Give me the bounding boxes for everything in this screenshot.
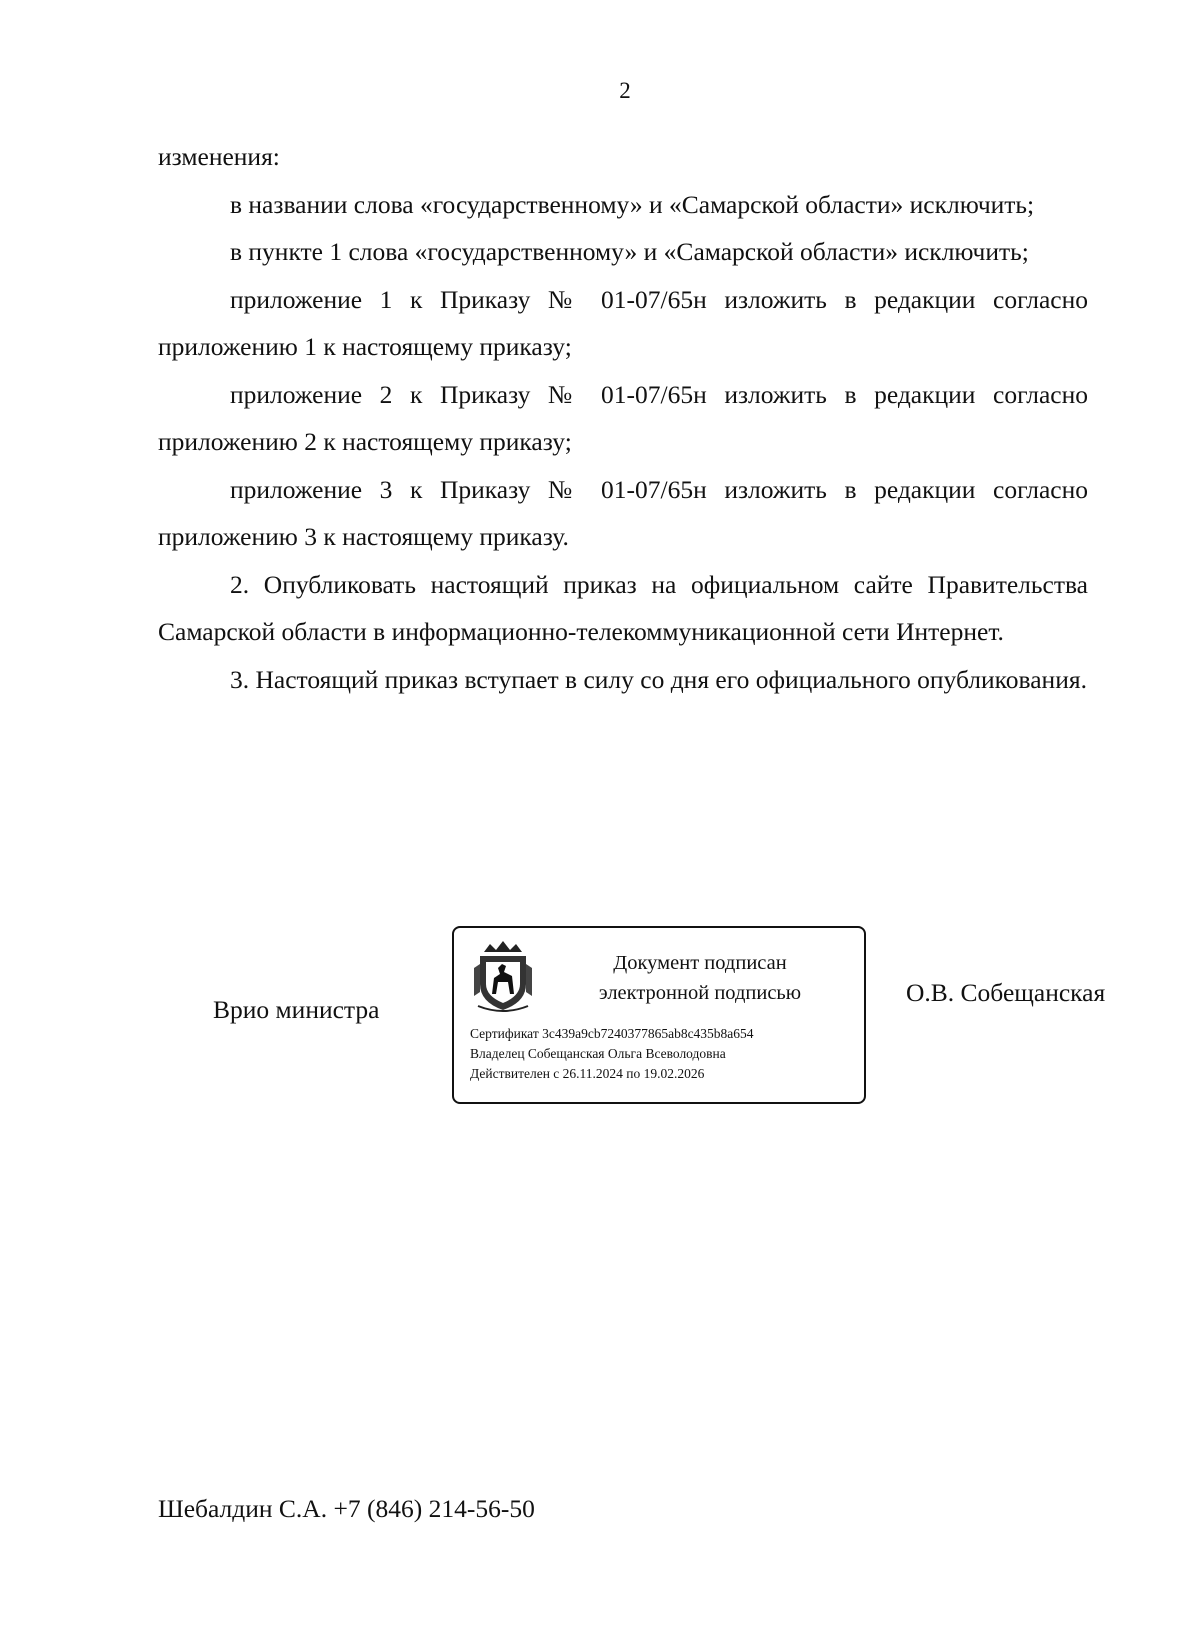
paragraph-appendix1: приложение 1 к Приказу № 01-07/65н изложить в редакции согласно приложению 1 к настоящему приказу; [158, 284, 1088, 361]
stamp-heading [550, 948, 850, 1008]
paragraph-appendix3: приложение 3 к Приказу № 01-07/65н изложить в редакции согласно приложению 3 к настоящему приказу. [158, 474, 1088, 551]
stamp-heading-line2: электронной подписью [598, 982, 802, 1004]
document-body [158, 133, 1088, 703]
paragraph-publish: 2. Опубликовать настоящий приказ на официальном сайте Правительства Самарской области в информационно-телекоммуникационной сети Интернет. [158, 569, 1088, 646]
stamp-validity: Действителен с 26.11.2024 по 19.02.2026 [470, 1066, 705, 1081]
paragraph-point1-change: в пункте 1 слова «государственному» и «Самарской области» исключить; [230, 237, 1029, 266]
executor-contact: Шебалдин С.А. +7 (846) 214-56-50 [158, 1494, 535, 1523]
stamp-details [470, 1024, 754, 1084]
paragraph-changes-intro: изменения: [158, 142, 280, 171]
signatory-position: Врио министра [213, 995, 380, 1024]
stamp-heading-line1: Документ подписан [613, 952, 787, 974]
paragraph-effective: 3. Настоящий приказ вступает в силу со дня его официального опубликования. [230, 664, 1087, 694]
signatory-name: О.В. Собещанская [906, 978, 1106, 1007]
paragraph-appendix2: приложение 2 к Приказу № 01-07/65н изложить в редакции согласно приложению 2 к настоящему приказу; [158, 379, 1088, 456]
stamp-certificate: Сертификат 3c439a9cb7240377865ab8c435b8a654 [470, 1026, 754, 1041]
electronic-signature-stamp [452, 926, 866, 1104]
stamp-owner: Владелец Собещанская Ольга Всеволодовна [470, 1046, 726, 1061]
paragraph-title-change: в названии слова «государственному» и «Самарской области» исключить; [230, 189, 1035, 219]
page-number: 2 [619, 78, 631, 103]
samara-coat-of-arms-icon [470, 938, 536, 1014]
